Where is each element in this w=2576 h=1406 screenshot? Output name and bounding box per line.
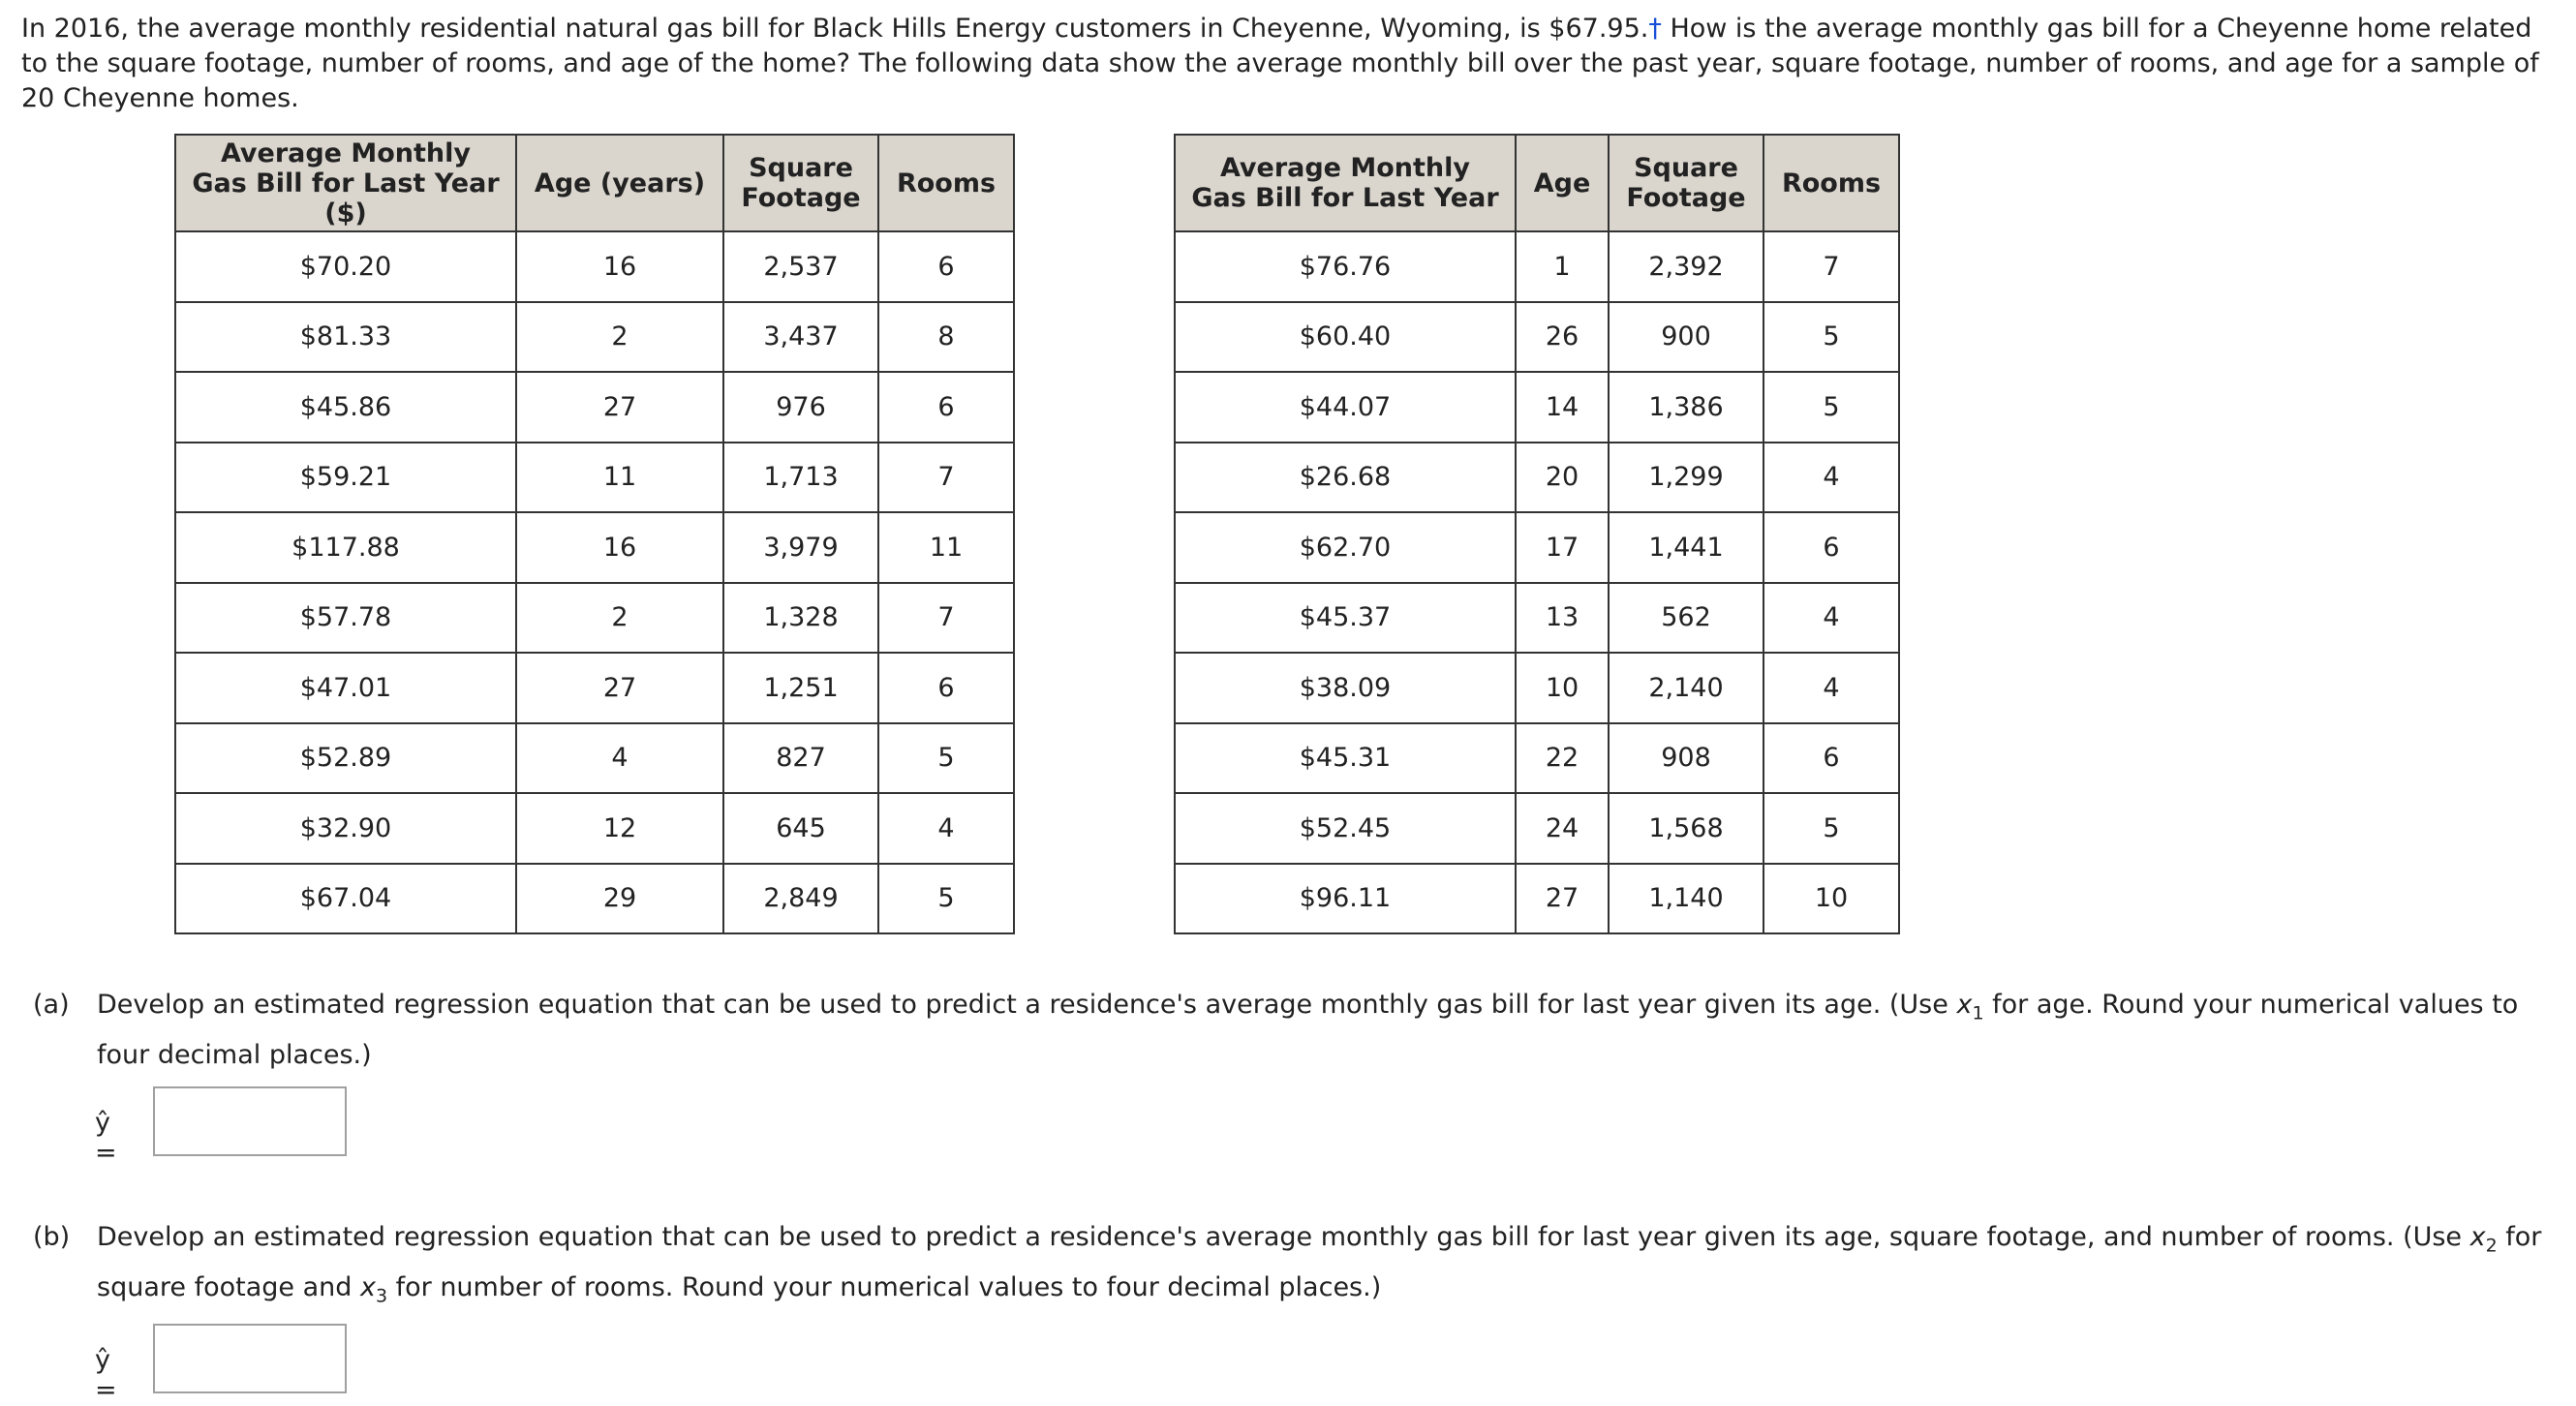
cell-bill: $70.20 bbox=[175, 231, 516, 302]
cell-age: 26 bbox=[1516, 302, 1609, 373]
cell-bill: $52.89 bbox=[175, 723, 516, 794]
table-row bbox=[1175, 583, 1899, 654]
cell-rooms: 5 bbox=[1763, 302, 1899, 373]
cell-rooms: 6 bbox=[1763, 723, 1899, 794]
table-row bbox=[175, 864, 1014, 934]
table-row bbox=[1175, 302, 1899, 373]
cell-bill: $45.37 bbox=[1175, 583, 1516, 654]
cell-square-footage: 1,386 bbox=[1609, 372, 1763, 443]
cell-bill: $76.76 bbox=[1175, 231, 1516, 302]
answer-a-input[interactable] bbox=[153, 1086, 347, 1156]
cell-square-footage: 1,441 bbox=[1609, 512, 1763, 583]
cell-age: 16 bbox=[516, 512, 723, 583]
table-header-row bbox=[175, 135, 1014, 231]
cell-bill: $26.68 bbox=[1175, 443, 1516, 513]
cell-age: 2 bbox=[516, 302, 723, 373]
header-age: Age bbox=[1516, 135, 1609, 231]
table-row bbox=[175, 231, 1014, 302]
cell-square-footage: 1,251 bbox=[723, 653, 878, 723]
cell-rooms: 6 bbox=[878, 372, 1014, 443]
table-row bbox=[1175, 231, 1899, 302]
table-row bbox=[1175, 443, 1899, 513]
cell-square-footage: 976 bbox=[723, 372, 878, 443]
data-table-left bbox=[174, 134, 1015, 934]
cell-bill: $47.01 bbox=[175, 653, 516, 723]
cell-age: 22 bbox=[1516, 723, 1609, 794]
table-row bbox=[175, 723, 1014, 794]
intro-text-after: How is the average monthly gas bill for a Cheyenne home related to the square footage, number of rooms, and age of the home? The following data show the average monthly bill over the past year, square footage, number of rooms, and age for a sample of 20 Cheyenne homes. bbox=[21, 14, 2539, 113]
cell-square-footage: 908 bbox=[1609, 723, 1763, 794]
question-b-text-part: for number of rooms. Round your numerical values to four decimal places.) bbox=[387, 1272, 1382, 1303]
header-rooms: Rooms bbox=[878, 135, 1014, 231]
y-hat-label: ŷ = bbox=[95, 1108, 117, 1168]
cell-square-footage: 2,392 bbox=[1609, 231, 1763, 302]
table-row bbox=[175, 372, 1014, 443]
cell-bill: $62.70 bbox=[1175, 512, 1516, 583]
cell-square-footage: 645 bbox=[723, 793, 878, 864]
cell-bill: $117.88 bbox=[175, 512, 516, 583]
variable-x1-subscript: 1 bbox=[1972, 1002, 1984, 1024]
cell-rooms: 7 bbox=[1763, 231, 1899, 302]
cell-bill: $60.40 bbox=[1175, 302, 1516, 373]
data-table-right bbox=[1174, 134, 1900, 934]
cell-rooms: 6 bbox=[878, 231, 1014, 302]
header-bill: Average Monthly Gas Bill for Last Year bbox=[1175, 135, 1516, 231]
cell-age: 2 bbox=[516, 583, 723, 654]
table-row bbox=[175, 302, 1014, 373]
cell-square-footage: 827 bbox=[723, 723, 878, 794]
cell-bill: $45.31 bbox=[1175, 723, 1516, 794]
cell-bill: $45.86 bbox=[175, 372, 516, 443]
table-row bbox=[175, 512, 1014, 583]
table-row bbox=[175, 653, 1014, 723]
cell-age: 24 bbox=[1516, 793, 1609, 864]
cell-bill: $57.78 bbox=[175, 583, 516, 654]
cell-rooms: 5 bbox=[1763, 372, 1899, 443]
cell-bill: $52.45 bbox=[1175, 793, 1516, 864]
question-b-label: (b) bbox=[33, 1222, 71, 1252]
cell-rooms: 8 bbox=[878, 302, 1014, 373]
cell-square-footage: 1,568 bbox=[1609, 793, 1763, 864]
cell-square-footage: 1,713 bbox=[723, 443, 878, 513]
header-bill: Average Monthly Gas Bill for Last Year ($) bbox=[175, 135, 516, 231]
answer-b-input[interactable] bbox=[153, 1324, 347, 1393]
cell-age: 16 bbox=[516, 231, 723, 302]
header-square-footage: Square Footage bbox=[1609, 135, 1763, 231]
variable-x2: x bbox=[2469, 1222, 2486, 1252]
y-hat-label: ŷ = bbox=[95, 1345, 117, 1405]
table-row bbox=[1175, 512, 1899, 583]
question-b-text-part: for square footage and bbox=[97, 1222, 2542, 1303]
header-rooms: Rooms bbox=[1763, 135, 1899, 231]
problem-intro bbox=[21, 12, 2559, 116]
cell-rooms: 7 bbox=[878, 583, 1014, 654]
table-row bbox=[175, 793, 1014, 864]
table-row bbox=[175, 583, 1014, 654]
cell-age: 1 bbox=[1516, 231, 1609, 302]
cell-square-footage: 1,328 bbox=[723, 583, 878, 654]
table-body bbox=[1175, 231, 1899, 933]
cell-bill: $67.04 bbox=[175, 864, 516, 934]
footnote-dagger-link[interactable]: † bbox=[1648, 14, 1662, 44]
question-a-text-part: for age. Round your numerical values to four decimal places.) bbox=[97, 990, 2519, 1071]
cell-square-footage: 1,140 bbox=[1609, 864, 1763, 934]
cell-square-footage: 1,299 bbox=[1609, 443, 1763, 513]
cell-rooms: 4 bbox=[878, 793, 1014, 864]
cell-rooms: 4 bbox=[1763, 653, 1899, 723]
table-body bbox=[175, 231, 1014, 933]
cell-age: 12 bbox=[516, 793, 723, 864]
header-age: Age (years) bbox=[516, 135, 723, 231]
cell-bill: $81.33 bbox=[175, 302, 516, 373]
cell-age: 17 bbox=[1516, 512, 1609, 583]
cell-rooms: 5 bbox=[1763, 793, 1899, 864]
cell-square-footage: 900 bbox=[1609, 302, 1763, 373]
cell-square-footage: 2,849 bbox=[723, 864, 878, 934]
table-row bbox=[175, 443, 1014, 513]
cell-age: 27 bbox=[1516, 864, 1609, 934]
table-row bbox=[1175, 372, 1899, 443]
cell-age: 13 bbox=[1516, 583, 1609, 654]
cell-rooms: 5 bbox=[878, 864, 1014, 934]
cell-bill: $59.21 bbox=[175, 443, 516, 513]
cell-rooms: 7 bbox=[878, 443, 1014, 513]
cell-age: 4 bbox=[516, 723, 723, 794]
cell-bill: $44.07 bbox=[1175, 372, 1516, 443]
cell-bill: $32.90 bbox=[175, 793, 516, 864]
cell-rooms: 5 bbox=[878, 723, 1014, 794]
intro-text-before: In 2016, the average monthly residential natural gas bill for Black Hills Energy customers in Cheyenne, Wyoming, is $67.95. bbox=[21, 14, 1649, 44]
variable-x3: x bbox=[359, 1272, 376, 1303]
cell-square-footage: 3,437 bbox=[723, 302, 878, 373]
table-row bbox=[1175, 723, 1899, 794]
cell-age: 29 bbox=[516, 864, 723, 934]
table-row bbox=[1175, 653, 1899, 723]
question-a-label: (a) bbox=[33, 990, 70, 1020]
question-b-text bbox=[97, 1216, 2576, 1318]
cell-age: 27 bbox=[516, 372, 723, 443]
header-square-footage: Square Footage bbox=[723, 135, 878, 231]
cell-square-footage: 3,979 bbox=[723, 512, 878, 583]
cell-rooms: 11 bbox=[878, 512, 1014, 583]
question-a-text bbox=[97, 984, 2576, 1077]
cell-rooms: 4 bbox=[1763, 583, 1899, 654]
variable-x3-subscript: 3 bbox=[375, 1285, 388, 1307]
cell-square-footage: 2,140 bbox=[1609, 653, 1763, 723]
cell-age: 14 bbox=[1516, 372, 1609, 443]
table-row bbox=[1175, 793, 1899, 864]
cell-age: 10 bbox=[1516, 653, 1609, 723]
cell-square-footage: 562 bbox=[1609, 583, 1763, 654]
cell-rooms: 6 bbox=[1763, 512, 1899, 583]
variable-x2-subscript: 2 bbox=[2485, 1235, 2498, 1257]
table-header-row bbox=[1175, 135, 1899, 231]
cell-age: 27 bbox=[516, 653, 723, 723]
cell-rooms: 4 bbox=[1763, 443, 1899, 513]
cell-square-footage: 2,537 bbox=[723, 231, 878, 302]
variable-x1: x bbox=[1956, 990, 1973, 1020]
cell-bill: $96.11 bbox=[1175, 864, 1516, 934]
table-row bbox=[1175, 864, 1899, 934]
cell-rooms: 6 bbox=[878, 653, 1014, 723]
cell-age: 20 bbox=[1516, 443, 1609, 513]
cell-age: 11 bbox=[516, 443, 723, 513]
cell-bill: $38.09 bbox=[1175, 653, 1516, 723]
question-a-text-part: Develop an estimated regression equation that can be used to predict a residence's average monthly gas bill for last year given its age. (Use bbox=[97, 990, 1957, 1020]
question-b-text-part: Develop an estimated regression equation that can be used to predict a residence's average monthly gas bill for last year given its age, square footage, and number of rooms. (Use bbox=[97, 1222, 2470, 1252]
cell-rooms: 10 bbox=[1763, 864, 1899, 934]
